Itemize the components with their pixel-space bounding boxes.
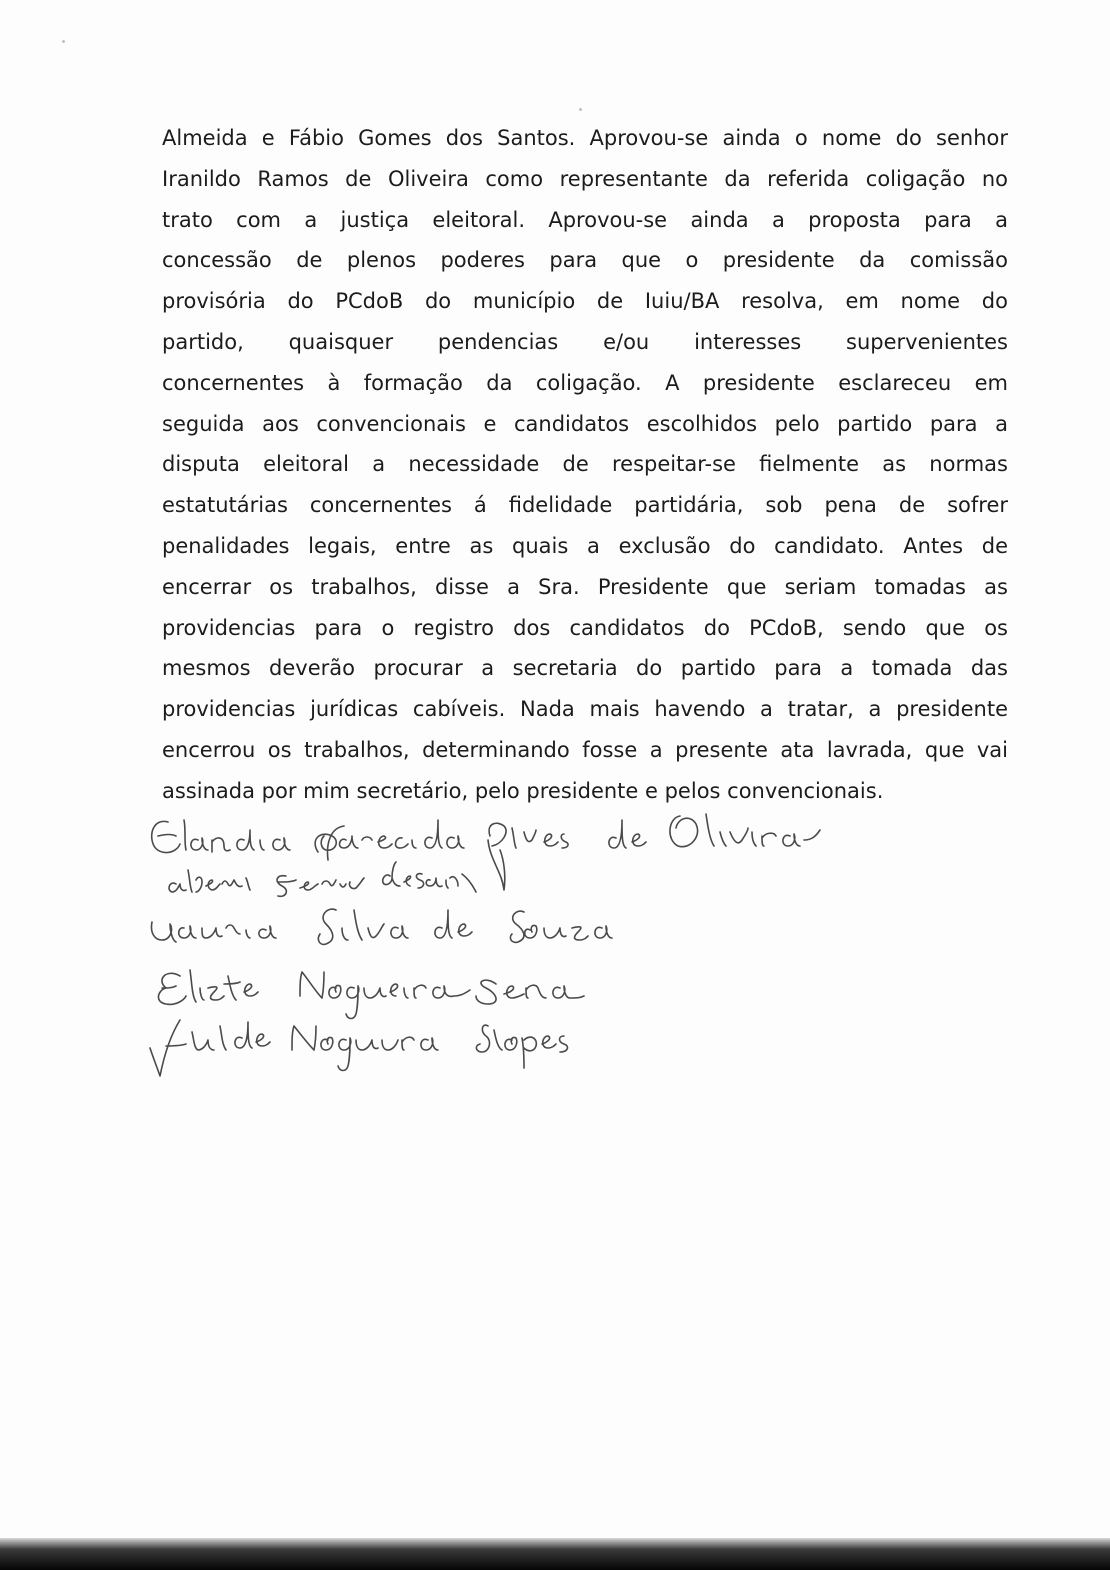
text-line: Iranildo Ramos de Oliveira como representante da referida coligação no — [162, 166, 1008, 191]
text-line: seguida aos convencionais e candidatos escolhidos pelo partido para a — [162, 411, 1008, 436]
signature — [151, 909, 612, 944]
signature — [152, 814, 820, 890]
text-line: providencias para o registro dos candidatos do PCdoB, sendo que os — [162, 615, 1008, 640]
scan-edge — [0, 1538, 1110, 1570]
text-line: estatutárias concernentes á fidelidade partidária, sob pena de sofrer — [162, 493, 1008, 518]
text-line: providencias jurídicas cabíveis. Nada mais havendo a tratar, a presidente — [162, 697, 1008, 722]
text-line: disputa eleitoral a necessidade de respeitar-se fielmente as normas — [162, 452, 1008, 477]
signatures-drawing — [140, 800, 860, 1090]
text-line: penalidades legais, entre as quais a exclusão do candidato. Antes de — [162, 533, 1008, 558]
signature — [150, 1020, 567, 1076]
text-line: trato com a justiça eleitoral. Aprovou-se ainda a proposta para a — [162, 207, 1008, 232]
minutes-text — [162, 118, 1008, 812]
scan-speck — [579, 108, 582, 111]
text-line: partido, quaisquer pendencias e/ou interesses supervenientes — [162, 329, 1008, 354]
text-line: Almeida e Fábio Gomes dos Santos. Aprovou-se ainda o nome do senhor — [162, 126, 1008, 150]
text-line: concessão de plenos poderes para que o presidente da comissão — [162, 248, 1008, 273]
signature — [158, 970, 584, 1019]
signature-block — [140, 800, 860, 1090]
text-line: encerrou os trabalhos, determinando fosse a presente ata lavrada, que vai — [162, 737, 1008, 762]
text-line: assinada por mim secretário, pelo presidente e pelos convencionais. — [162, 778, 884, 803]
text-line: concernentes à formação da coligação. A presidente esclareceu em — [162, 370, 1008, 395]
signature — [169, 862, 476, 896]
text-line: provisória do PCdoB do município de Iuiu/BA resolva, em nome do — [162, 289, 1008, 314]
scan-speck — [62, 40, 65, 43]
text-line: encerrar os trabalhos, disse a Sra. Presidente que seriam tomadas as — [162, 574, 1008, 599]
text-line: mesmos deverão procurar a secretaria do partido para a tomada das — [162, 656, 1008, 681]
